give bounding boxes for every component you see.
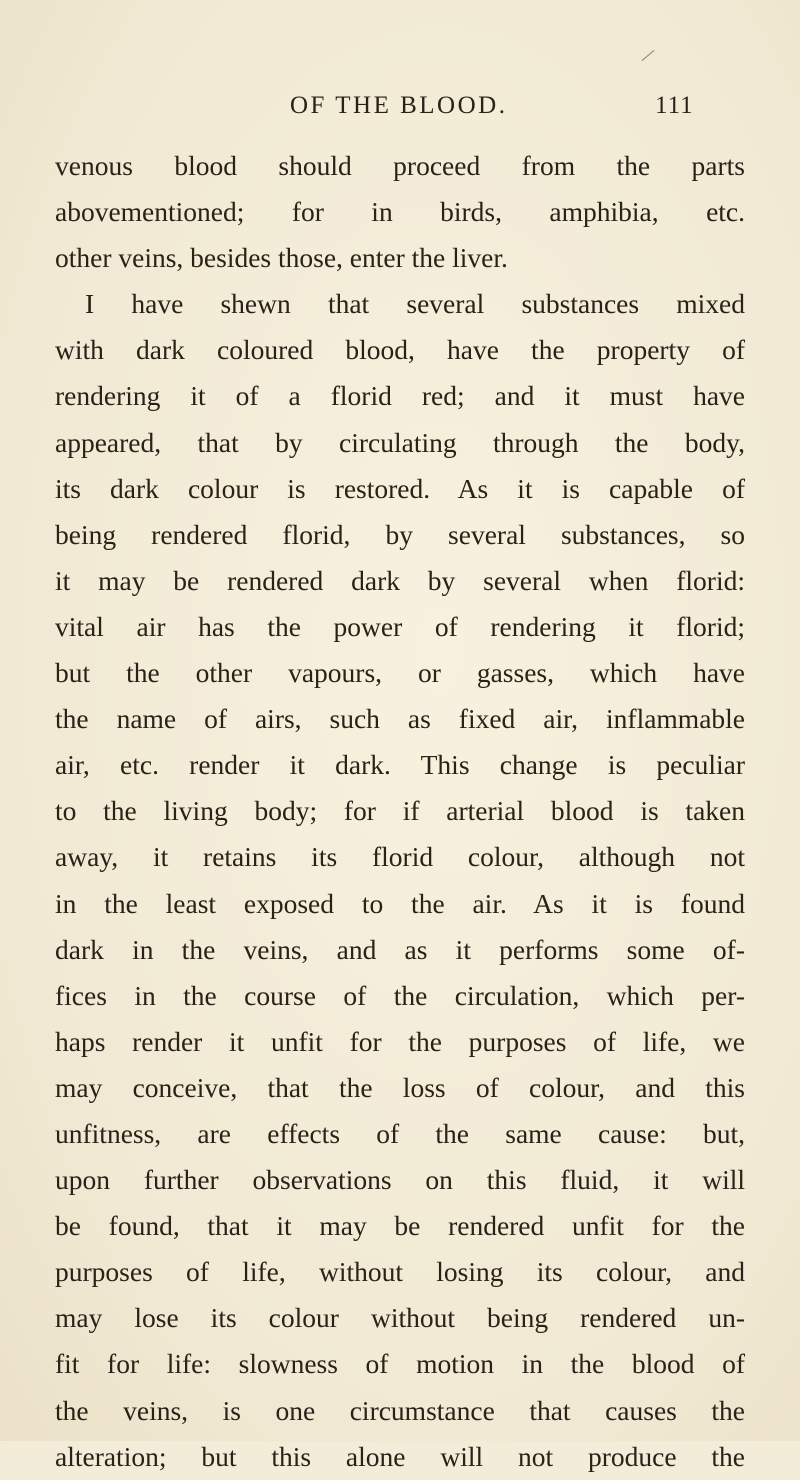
text-line: purposes of life, without losing its colour, and: [55, 1256, 745, 1288]
running-title: OF THE BLOOD.: [290, 92, 508, 119]
text-line: in the least exposed to the air. As it is found: [55, 887, 745, 919]
text-line: alteration; but this alone will not produce the: [55, 1440, 745, 1472]
text-line: its dark colour is restored. As it is capable of: [55, 472, 745, 504]
text-line: it may be rendered dark by several when florid:: [55, 564, 745, 596]
text-line: unfitness, are effects of the same cause: but,: [55, 1117, 745, 1149]
text-line: being rendered florid, by several substances, so: [55, 518, 745, 550]
text-line: away, it retains its florid colour, although not: [55, 841, 745, 873]
text-line: with dark coloured blood, have the property of: [55, 334, 745, 366]
body-text: [55, 143, 745, 1480]
text-line: be found, that it may be rendered unfit for the: [55, 1210, 745, 1242]
running-head: [0, 92, 800, 132]
text-line: I have shewn that several substances mixed: [85, 288, 745, 320]
text-line: but the other vapours, or gasses, which have: [55, 657, 745, 689]
text-line: the name of airs, such as fixed air, inflammable: [55, 703, 745, 735]
text-line: may conceive, that the loss of colour, and this: [55, 1071, 745, 1103]
text-line: the veins, is one circumstance that causes the: [55, 1394, 745, 1426]
text-line: upon further observations on this fluid, it will: [55, 1164, 745, 1196]
text-line: fit for life: slowness of motion in the blood of: [55, 1348, 745, 1380]
text-line: venous blood should proceed from the parts: [55, 150, 745, 181]
text-line: rendering it of a florid red; and it must have: [55, 380, 745, 412]
stray-mark: [642, 50, 655, 61]
text-line: vital air has the power of rendering it florid;: [55, 610, 745, 642]
page-number: 111: [655, 92, 694, 119]
text-line: air, etc. render it dark. This change is peculiar: [55, 749, 745, 781]
text-line: may lose its colour without being rendered un-: [55, 1302, 745, 1334]
text-line: abovementioned; for in birds, amphibia, etc.: [55, 196, 745, 228]
text-line: dark in the veins, and as it performs some of-: [55, 933, 745, 965]
text-line: fices in the course of the circulation, which per-: [55, 979, 745, 1011]
text-line: appeared, that by circulating through the body,: [55, 426, 745, 458]
text-line: haps render it unfit for the purposes of life, we: [55, 1025, 745, 1057]
text-line: to the living body; for if arterial blood is taken: [55, 795, 745, 827]
text-line: other veins, besides those, enter the liver.: [55, 242, 508, 274]
